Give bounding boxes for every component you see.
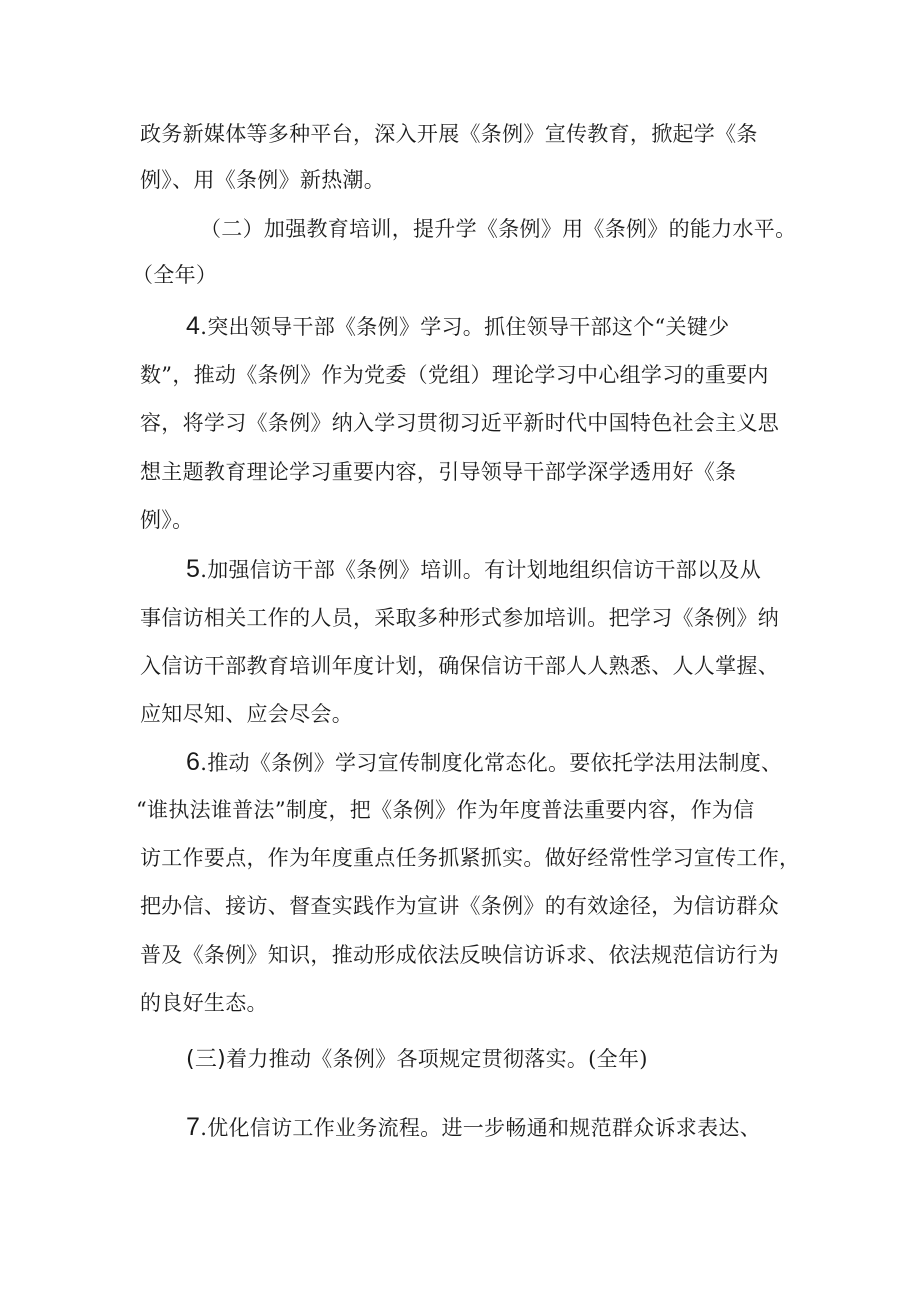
text-line: 政务新媒体等多种平台，深入开展《条例》宣传教育，掀起学《条 xyxy=(140,122,758,146)
list-item-first-line xyxy=(186,747,782,778)
section-heading xyxy=(186,1044,648,1075)
item-text: .推动《条例》学习宣传制度化常态化。要依托学法用法制度、 xyxy=(200,751,783,775)
item-number: 6 xyxy=(186,748,201,776)
list-item-first-line xyxy=(186,311,729,342)
section-heading: （二）加强教育培训，提升学《条例》用《条例》的能力水平。 xyxy=(200,217,797,241)
text-line: 把办信、接访、督查实践作为宣讲《条例》的有效途径，为信访群众 xyxy=(140,894,779,918)
text-line: 入信访干部教育培训年度计划，确保信访干部人人熟悉、人人掌握、 xyxy=(140,654,779,678)
text-line: 普及《条例》知识，推动形成依法反映信访诉求、依法规范信访行为 xyxy=(140,943,779,967)
text-line: 例》。 xyxy=(140,508,194,532)
text-line: 的良好生态。 xyxy=(140,991,268,1015)
text-line: 容，将学习《条例》纳入学习贯彻习近平新时代中国特色社会主义思 xyxy=(140,411,779,435)
text-line: 数”，推动《条例》作为党委（党组）理论学习中心组学习的重要内 xyxy=(140,363,769,387)
heading-text: 着力推动《条例》各项规定贯彻落实。(全年) xyxy=(226,1047,648,1071)
item-number: 4 xyxy=(186,312,201,340)
text-line: 事信访相关工作的人员，采取多种形式参加培训。把学习《条例》纳 xyxy=(140,606,779,630)
text-line: 访工作要点，作为年度重点任务抓紧抓实。做好经常性学习宣传工作， xyxy=(140,846,801,870)
text-line: 应知尽知、应会尽会。 xyxy=(140,702,353,726)
text-line: 例》、用《条例》新热潮。 xyxy=(140,168,386,192)
text-line: 想主题教育理论学习重要内容，引导领导干部学深学透用好《条 xyxy=(140,460,737,484)
list-item-first-line xyxy=(186,554,761,585)
item-text: .突出领导干部《条例》学习。抓住领导干部这个“关键少 xyxy=(200,315,730,339)
item-text: .加强信访干部《条例》培训。有计划地组织信访干部以及从 xyxy=(200,558,761,582)
list-item-first-line xyxy=(186,1112,761,1143)
item-number: 5 xyxy=(186,555,201,583)
heading-prefix: (三) xyxy=(186,1047,227,1072)
text-line: （全年） xyxy=(132,263,218,287)
item-number: 7 xyxy=(186,1113,201,1141)
item-text: .优化信访工作业务流程。进一步畅通和规范群众诉求表达、 xyxy=(200,1116,761,1140)
text-line: “谁执法谁普法”制度，把《条例》作为年度普法重要内容，作为信 xyxy=(136,798,755,822)
